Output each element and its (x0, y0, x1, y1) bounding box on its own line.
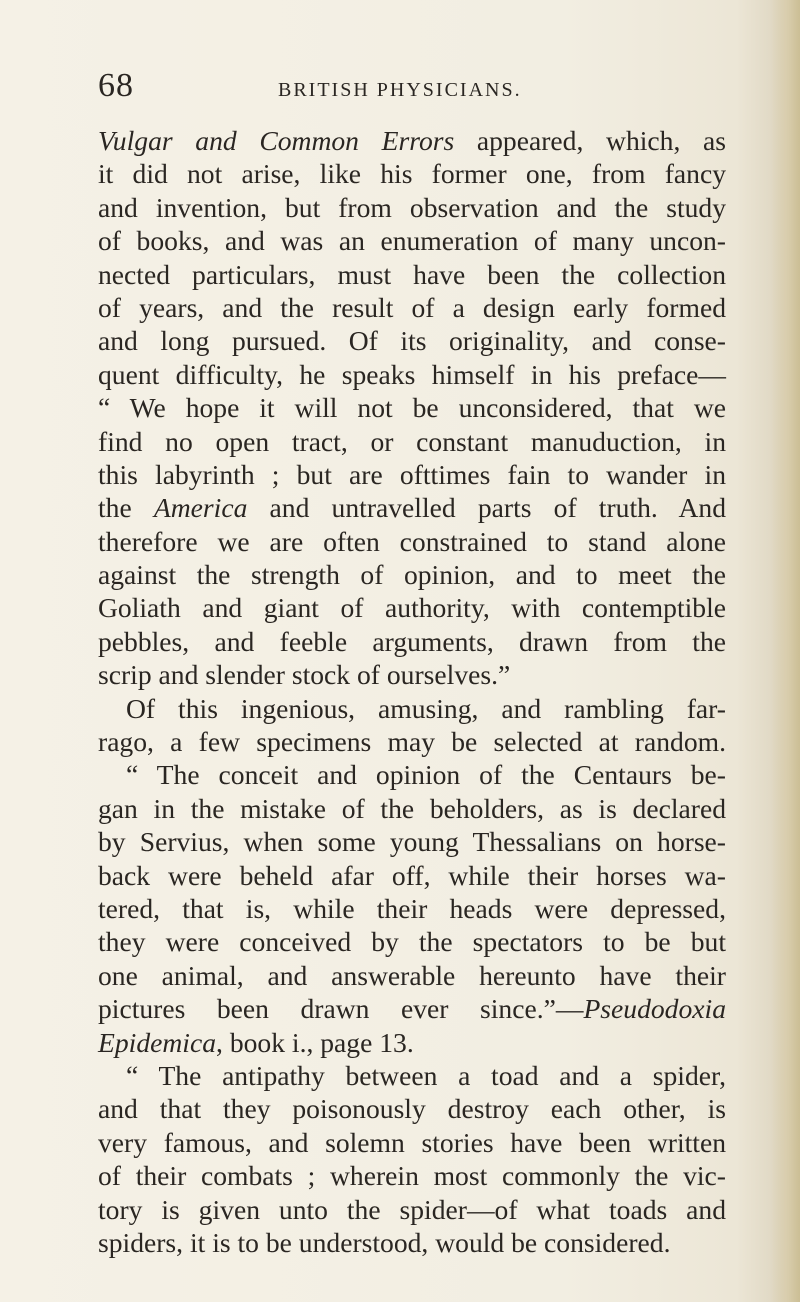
body-text (98, 124, 726, 1259)
text-line (98, 1193, 726, 1226)
text-segment: scrip and slender stock of ourselves.” (98, 659, 511, 691)
text-segment: quent difficulty, he speaks himself in his preface— (98, 358, 726, 390)
text-line (98, 758, 726, 791)
text-line (98, 692, 726, 725)
text-line (98, 258, 726, 291)
text-segment: it did not arise, like his former one, from fancy (98, 158, 726, 190)
page-header (98, 66, 738, 116)
text-segment: gan in the mistake of the beholders, as is declared (98, 792, 726, 824)
text-line (98, 892, 726, 925)
text-segment: tered, that is, while their heads were depressed, (98, 892, 726, 924)
text-line (98, 324, 726, 357)
text-segment: this labyrinth ; but are ofttimes fain to wander in (98, 458, 726, 490)
text-line (98, 124, 726, 157)
text-line (98, 992, 726, 1025)
text-segment: against the strength of opinion, and to meet the (98, 559, 726, 591)
text-segment: one animal, and answerable hereunto have their (98, 959, 726, 991)
text-line (98, 725, 726, 758)
text-line (98, 1226, 726, 1259)
text-line (98, 224, 726, 257)
text-segment: very famous, and solemn stories have been written (98, 1126, 726, 1158)
text-line (98, 1126, 726, 1159)
text-segment: “ The conceit and opinion of the Centaurs be- (126, 759, 726, 791)
text-segment: spiders, it is to be understood, would be considered. (98, 1226, 671, 1258)
text-segment: of books, and was an enumeration of many uncon- (98, 225, 726, 257)
text-segment: , book i., page 13. (216, 1026, 414, 1058)
text-line (98, 391, 726, 424)
text-segment: and that they poisonously destroy each other, is (98, 1093, 726, 1125)
text-segment: nected particulars, must have been the collection (98, 258, 726, 290)
page-edge-shading (770, 0, 800, 1302)
running-title: BRITISH PHYSICIANS. (278, 79, 522, 101)
text-segment: find no open tract, or constant manuduction, in (98, 425, 726, 457)
text-line (98, 792, 726, 825)
text-segment: pictures been drawn ever since.”— (98, 993, 584, 1025)
text-line (98, 959, 726, 992)
text-line (98, 591, 726, 624)
text-line (98, 491, 726, 524)
text-segment: therefore we are often constrained to stand alone (98, 525, 726, 557)
text-line (98, 825, 726, 858)
italic-text: Pseudodoxia (583, 993, 726, 1025)
text-line (98, 625, 726, 658)
text-segment: of their combats ; wherein most commonly the vic- (98, 1160, 726, 1192)
text-segment: rago, a few specimens may be selected at random. (98, 726, 726, 758)
text-segment: by Servius, when some young Thessalians on horse- (98, 826, 726, 858)
text-line (98, 1059, 726, 1092)
italic-text: Vulgar and Common Errors (98, 125, 455, 156)
text-line (98, 425, 726, 458)
text-line (98, 1026, 726, 1059)
page-number: 68 (98, 67, 134, 104)
text-segment: and untravelled parts of truth. And (247, 492, 726, 524)
text-segment: “ The antipathy between a toad and a spider, (126, 1059, 726, 1091)
text-segment: appeared, which, as (454, 125, 726, 156)
text-segment: they were conceived by the spectators to be but (98, 926, 726, 958)
text-line (98, 358, 726, 391)
text-line (98, 525, 726, 558)
text-segment: and invention, but from observation and the study (98, 191, 726, 223)
text-segment: Of this ingenious, amusing, and rambling far- (126, 692, 726, 724)
text-line (98, 658, 726, 691)
italic-text: America (153, 492, 248, 524)
text-segment: of years, and the result of a design early formed (98, 291, 726, 323)
text-segment: Goliath and giant of authority, with contemptible (98, 592, 726, 624)
text-segment: pebbles, and feeble arguments, drawn from the (98, 625, 726, 657)
text-line (98, 191, 726, 224)
text-line (98, 291, 726, 324)
text-segment: “ We hope it will not be unconsidered, that we (98, 392, 726, 424)
text-line (98, 458, 726, 491)
text-segment: the (98, 492, 154, 524)
text-line (98, 859, 726, 892)
text-segment: tory is given unto the spider—of what toads and (98, 1193, 726, 1225)
text-line (98, 1159, 726, 1192)
text-line (98, 1092, 726, 1125)
text-segment: and long pursued. Of its originality, and conse- (98, 325, 726, 357)
text-line (98, 558, 726, 591)
text-line (98, 157, 726, 190)
text-segment: back were beheld afar off, while their horses wa- (98, 859, 726, 891)
text-line (98, 925, 726, 958)
italic-text: Epidemica (98, 1026, 217, 1058)
